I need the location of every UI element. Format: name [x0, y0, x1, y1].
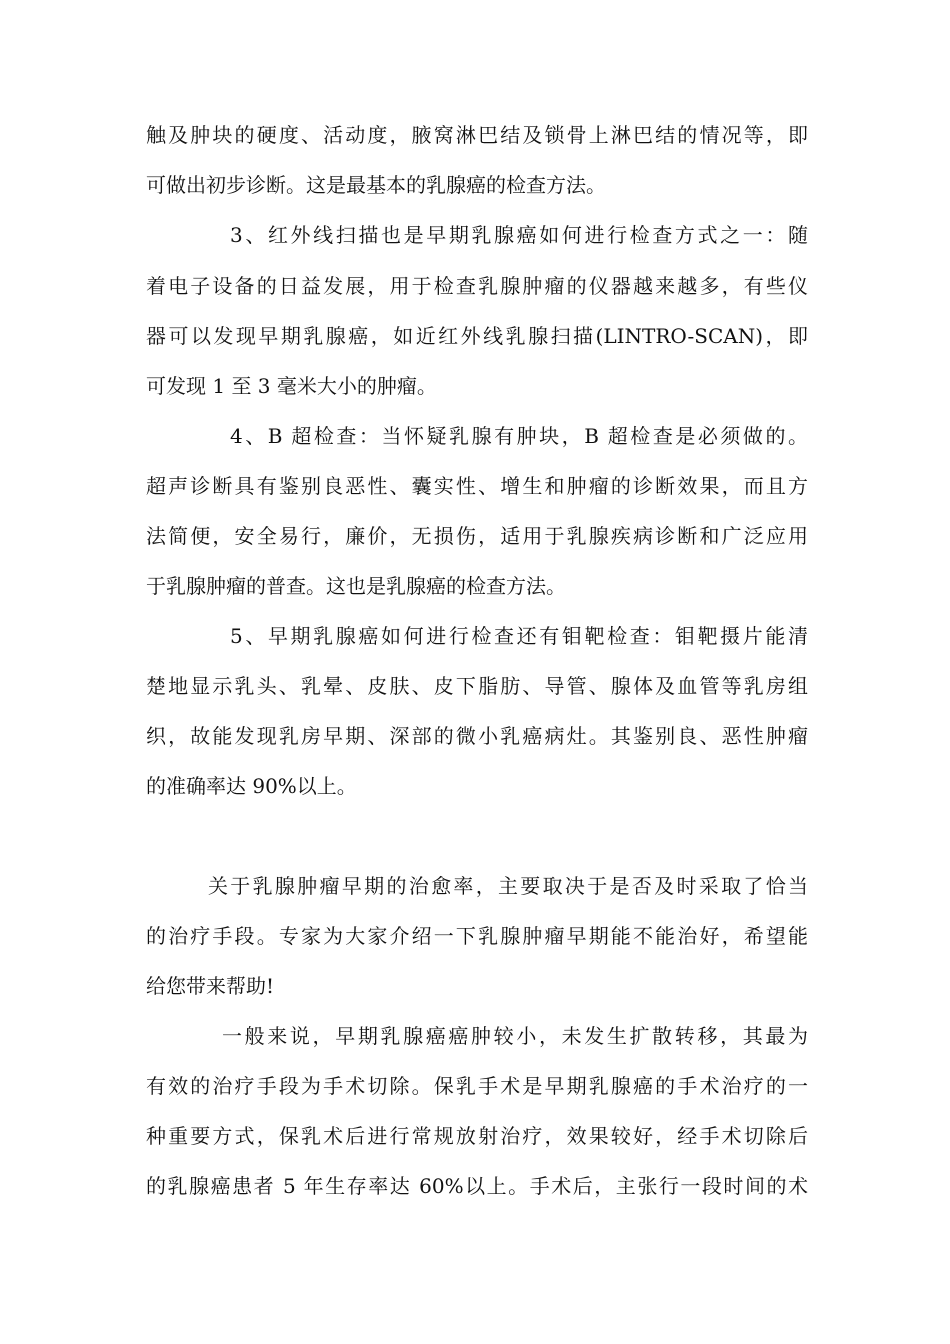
text-line: 织，故能发现乳房早期、深部的微小乳癌病灶。其鉴别良、恶性肿瘤	[146, 724, 808, 748]
text-line: 的乳腺癌患者 5 年生存率达 60%以上。手术后，主张行一段时间的术	[146, 1174, 808, 1198]
text-line: 一般来说，早期乳腺癌癌肿较小，未发生扩散转移，其最为	[222, 1024, 808, 1048]
text-line: 楚地显示乳头、乳晕、皮肤、皮下脂肪、导管、腺体及血管等乳房组	[146, 674, 808, 698]
text-line: 有效的治疗手段为手术切除。保乳手术是早期乳腺癌的手术治疗的一	[146, 1074, 808, 1098]
text-line: 器可以发现早期乳腺癌，如近红外线乳腺扫描(LINTRO-SCAN)，即	[146, 324, 808, 348]
text-line: 的准确率达 90%以上。	[146, 774, 357, 798]
text-line: 于乳腺肿瘤的普查。这也是乳腺癌的检查方法。	[146, 574, 566, 598]
text-line: 关于乳腺肿瘤早期的治愈率，主要取决于是否及时采取了恰当	[208, 874, 808, 898]
text-line: 4、B 超检查：当怀疑乳腺有肿块，B 超检查是必须做的。	[230, 424, 808, 448]
text-line: 超声诊断具有鉴别良恶性、囊实性、增生和肿瘤的诊断效果，而且方	[146, 474, 808, 498]
text-line: 法简便，安全易行，廉价，无损伤，适用于乳腺疾病诊断和广泛应用	[146, 524, 808, 548]
text-line: 3、红外线扫描也是早期乳腺癌如何进行检查方式之一：随	[230, 223, 808, 247]
text-line: 着电子设备的日益发展，用于检查乳腺肿瘤的仪器越来越多，有些仪	[146, 274, 808, 298]
text-line: 给您带来帮助!	[146, 974, 275, 998]
text-line: 5、早期乳腺癌如何进行检查还有钼靶检查：钼靶摄片能清	[230, 624, 808, 648]
text-line: 的治疗手段。专家为大家介绍一下乳腺肿瘤早期能不能治好，希望能	[146, 924, 808, 948]
text-line: 触及肿块的硬度、活动度，腋窝淋巴结及锁骨上淋巴结的情况等，即	[146, 123, 808, 147]
text-line: 可发现 1 至 3 毫米大小的肿瘤。	[146, 374, 437, 398]
text-line: 种重要方式，保乳术后进行常规放射治疗，效果较好，经手术切除后	[146, 1124, 808, 1148]
text-line: 可做出初步诊断。这是最基本的乳腺癌的检查方法。	[146, 173, 606, 197]
